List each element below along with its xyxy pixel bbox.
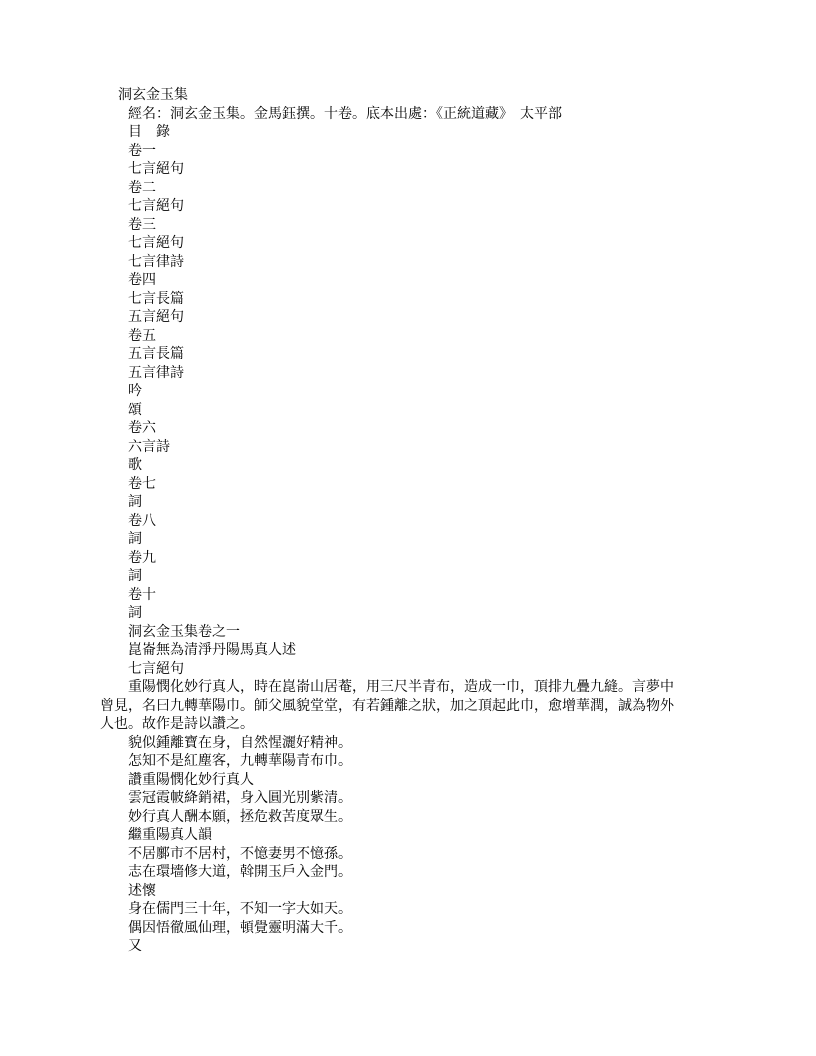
toc-item: 卷七	[128, 476, 156, 492]
chapter-title: 洞玄金玉集卷之一	[128, 624, 240, 640]
toc-item: 七言絕句	[128, 162, 184, 177]
text-line: 怎知不是紅塵客，九轉華陽青布巾。	[128, 754, 352, 769]
toc-item: 詞	[128, 532, 142, 547]
toc-item: 卷十	[128, 587, 156, 603]
toc-item: 七言律詩	[128, 254, 184, 270]
poem-lines	[100, 735, 682, 957]
toc-item: 卷八	[128, 513, 156, 529]
toc-item: 卷三	[128, 217, 156, 233]
doc-title: 洞玄金玉集	[118, 88, 188, 103]
text-line: 偶因悟徹風仙理，頓覺靈明滿大千。	[128, 920, 352, 936]
toc-item: 五言律詩	[128, 365, 184, 381]
toc-item: 卷六	[128, 421, 156, 436]
toc-item: 詞	[128, 569, 142, 584]
toc-item: 七言絕句	[128, 236, 184, 251]
toc-list	[100, 143, 682, 624]
toc-item: 詞	[128, 495, 142, 510]
toc-item: 七言絕句	[128, 199, 184, 214]
toc-item: 五言絕句	[128, 310, 184, 325]
toc-item: 卷二	[128, 180, 156, 196]
source-line: 經名：洞玄金玉集。金馬鈺撰。十卷。底本出處：《正統道藏》 太平部	[128, 106, 562, 122]
toc-item: 卷四	[128, 273, 156, 288]
toc-item: 吟	[128, 384, 142, 399]
toc-item: 七言長篇	[128, 291, 184, 307]
text-line: 讚重陽憫化妙行真人	[128, 772, 254, 788]
toc-item: 詞	[128, 606, 142, 621]
text-line: 身在儒門三十年，不知一字大如天。	[128, 902, 352, 917]
toc-item: 頌	[128, 402, 142, 418]
text-line: 述懷	[128, 883, 156, 899]
toc-item: 卷九	[128, 550, 156, 566]
text-line: 雲冠霞帔絳銷裙，身入圓光別紫清。	[128, 791, 352, 806]
text-line: 不居鄽市不居村，不憶妻男不憶孫。	[128, 846, 352, 862]
toc-item: 五言長篇	[128, 347, 184, 362]
text-line: 妙行真人酬本願，拯危救苦度眾生。	[128, 809, 352, 825]
text-line: 志在環墻修大道，斡開玉戶入金門。	[128, 865, 352, 880]
document-page	[100, 87, 682, 957]
attribution: 崑崙無為清淨丹陽馬真人述	[128, 643, 296, 658]
text-line: 貌似鍾離寶在身，自然惺灑好精神。	[128, 735, 352, 751]
text-line: 又	[128, 939, 142, 954]
text-line: 繼重陽真人韻	[128, 828, 212, 843]
genre-heading: 七言絕句	[128, 661, 184, 677]
toc-item: 六言詩	[128, 439, 170, 455]
toc-item: 卷一	[128, 143, 156, 159]
toc-header: 目 錄	[128, 125, 170, 140]
toc-item: 卷五	[128, 328, 156, 344]
toc-item: 歌	[128, 458, 142, 473]
preface-paragraph: 重陽憫化妙行真人，時在崑嵛山居菴，用三尺半青布，造成一巾，頂排九疊九縫。言夢中曾見，名曰九轉華陽巾。師父風貌堂堂，有若鍾離之狀，加之頂起此巾，愈增華潤，誠為物外人也。故作是詩以讚之。	[100, 680, 674, 732]
